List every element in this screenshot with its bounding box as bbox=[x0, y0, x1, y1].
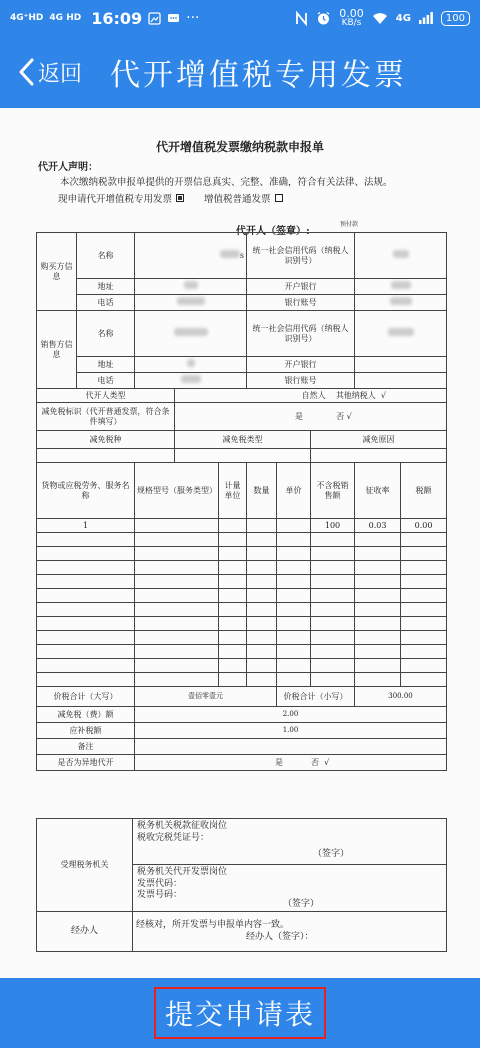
relief-amount-label: 减免税（费）额 bbox=[37, 707, 135, 723]
signal-indicator-1: 4G⁺HD bbox=[10, 12, 44, 23]
accept-org-label: 受理税务机关 bbox=[37, 819, 133, 912]
tax-due-value: 1.00 bbox=[135, 723, 447, 739]
item-price bbox=[277, 519, 311, 533]
items-header-price: 单价 bbox=[277, 463, 311, 519]
items-header-tax: 税额 bbox=[401, 463, 447, 519]
nav-bar bbox=[0, 36, 480, 108]
buyer-credit-value bbox=[355, 233, 447, 279]
total-small-value: 300.00 bbox=[355, 687, 447, 707]
off-site-label: 是否为异地代开 bbox=[37, 755, 135, 771]
buyer-credit-label: 统一社会信用代码（纳税人识别号） bbox=[247, 233, 355, 279]
buyer-account-value bbox=[355, 295, 447, 311]
tax-due-label: 应补税额 bbox=[37, 723, 135, 739]
form-title: 代开增值税发票缴纳税款申报单 bbox=[155, 140, 324, 154]
relief-reason-value bbox=[311, 449, 447, 463]
buyer-address-label: 地址 bbox=[77, 279, 135, 295]
item-rate: 0.03 bbox=[355, 519, 401, 533]
seller-name-value bbox=[135, 311, 247, 357]
relief-type-label: 减免税类型 bbox=[175, 431, 311, 449]
status-bar bbox=[0, 0, 480, 36]
collector-post: 税务机关税款征收岗位 bbox=[137, 821, 228, 831]
invoice-no-label: 发票号码： bbox=[137, 890, 183, 901]
checkbox-general-invoice bbox=[275, 194, 283, 202]
invoice-type-options bbox=[58, 191, 289, 205]
total-small-label: 价税合计（小写） bbox=[277, 687, 355, 707]
issuing-post: 税务机关代开发票岗位 bbox=[137, 867, 228, 877]
battery-indicator: 100 bbox=[441, 11, 470, 26]
buyer-account-label: 银行账号 bbox=[247, 295, 355, 311]
agent-type-value: 自然人 其他纳税人 √ bbox=[175, 389, 447, 403]
items-header-goods: 货物或应税劳务、服务名称 bbox=[37, 463, 135, 519]
remark-label: 备注 bbox=[37, 739, 135, 755]
signature-tag: 预付款 bbox=[340, 221, 359, 228]
seller-bank-label: 开户银行 bbox=[247, 357, 355, 373]
issuer-sign: （签字） bbox=[283, 899, 320, 909]
image-icon bbox=[148, 12, 161, 25]
relief-type-value bbox=[175, 449, 311, 463]
seller-bank-value bbox=[355, 357, 447, 373]
buyer-bank-value bbox=[355, 279, 447, 295]
item-goods: 1 bbox=[37, 519, 135, 533]
invoice-code-label: 发票代码： bbox=[137, 878, 183, 889]
collector-sign: （签字） bbox=[313, 849, 350, 859]
option-general-invoice: 增值税普通发票 bbox=[204, 194, 271, 205]
items-header-qty: 数量 bbox=[247, 463, 277, 519]
checkbox-special-invoice bbox=[176, 194, 184, 202]
submit-application-button[interactable]: 提交申请表 bbox=[154, 987, 326, 1039]
voucher-no-label: 税收完税凭证号： bbox=[137, 832, 210, 843]
network-type: 4G bbox=[395, 12, 411, 24]
handler-label: 经办人 bbox=[37, 912, 133, 952]
seller-address-value bbox=[135, 357, 247, 373]
seller-name-label: 名称 bbox=[77, 311, 135, 357]
more-dots-icon: ··· bbox=[186, 10, 200, 26]
declaration-heading: 代开人声明： bbox=[38, 162, 98, 173]
relief-flag-value: 是 否 √ bbox=[175, 403, 447, 431]
chevron-left-icon bbox=[18, 58, 34, 86]
relief-kind-label: 减免税种 bbox=[37, 431, 175, 449]
item-tax: 0.00 bbox=[401, 519, 447, 533]
item-amount: 100 bbox=[311, 519, 355, 533]
seller-account-label: 银行账号 bbox=[247, 373, 355, 389]
item-spec bbox=[135, 519, 219, 533]
wifi-icon bbox=[372, 12, 388, 25]
buyer-address-value bbox=[135, 279, 247, 295]
agent-type-label: 代开人类型 bbox=[37, 389, 175, 403]
application-form-preview bbox=[0, 108, 480, 978]
seller-address-label: 地址 bbox=[77, 357, 135, 373]
items-header-unit: 计量单位 bbox=[219, 463, 247, 519]
buyer-bank-label: 开户银行 bbox=[247, 279, 355, 295]
handler-cell bbox=[133, 912, 447, 952]
seller-credit-label: 统一社会信用代码（纳税人识别号） bbox=[247, 311, 355, 357]
nfc-icon bbox=[295, 11, 308, 26]
items-header-rate: 征收率 bbox=[355, 463, 401, 519]
back-button[interactable] bbox=[0, 57, 110, 88]
relief-kind-value bbox=[37, 449, 175, 463]
buyer-group-label: 购买方信息 bbox=[37, 233, 77, 311]
message-icon bbox=[167, 12, 180, 25]
remark-value bbox=[135, 739, 447, 755]
buyer-phone-value bbox=[135, 295, 247, 311]
alarm-icon bbox=[316, 11, 331, 26]
total-caps-value: 壹佰零壹元 bbox=[135, 687, 277, 707]
declaration-text: 本次缴纳税款申报单提供的开票信息真实、完整、准确，符合有关法律、法规。 bbox=[60, 177, 393, 188]
handler-sign: 经办人（签字）： bbox=[246, 931, 314, 942]
seller-credit-value bbox=[355, 311, 447, 357]
off-site-value: 是 否 √ bbox=[135, 755, 447, 771]
signal-strength-icon bbox=[419, 12, 433, 24]
network-speed: 0.00 KB/s bbox=[339, 7, 364, 28]
agent-signature-label: 代开人（签章）: bbox=[236, 226, 310, 237]
back-label: 返回 bbox=[38, 61, 83, 87]
total-caps-label: 价税合计（大写） bbox=[37, 687, 135, 707]
relief-amount-value: 2.00 bbox=[135, 707, 447, 723]
buyer-name-value: s bbox=[135, 233, 247, 279]
verify-text: 经核对，所开发票与申报单内容一致。 bbox=[136, 919, 290, 930]
item-qty bbox=[247, 519, 277, 533]
buyer-name-label: 名称 bbox=[77, 233, 135, 279]
item-unit bbox=[219, 519, 247, 533]
page-title: 代开增值税专用发票 bbox=[110, 58, 407, 93]
relief-flag-label: 减免税标识（代开普通发票，符合条件填写） bbox=[37, 403, 175, 431]
seller-account-value bbox=[355, 373, 447, 389]
clock: 16:09 bbox=[91, 8, 143, 28]
items-header-amount: 不含税销售额 bbox=[311, 463, 355, 519]
option-special-invoice: 现申请代开增值税专用发票 bbox=[58, 194, 173, 205]
signal-indicator-2: 4G HD bbox=[49, 12, 82, 23]
items-header-spec: 规格型号（服务类型） bbox=[135, 463, 219, 519]
tax-office-posts bbox=[133, 819, 447, 912]
seller-phone-value bbox=[135, 373, 247, 389]
seller-group-label: 销售方信息 bbox=[37, 311, 77, 389]
buyer-phone-label: 电话 bbox=[77, 295, 135, 311]
tax-office-table bbox=[36, 818, 447, 952]
declaration-table bbox=[36, 232, 447, 771]
submit-bar bbox=[0, 978, 480, 1048]
relief-reason-label: 减免原因 bbox=[311, 431, 447, 449]
seller-phone-label: 电话 bbox=[77, 373, 135, 389]
